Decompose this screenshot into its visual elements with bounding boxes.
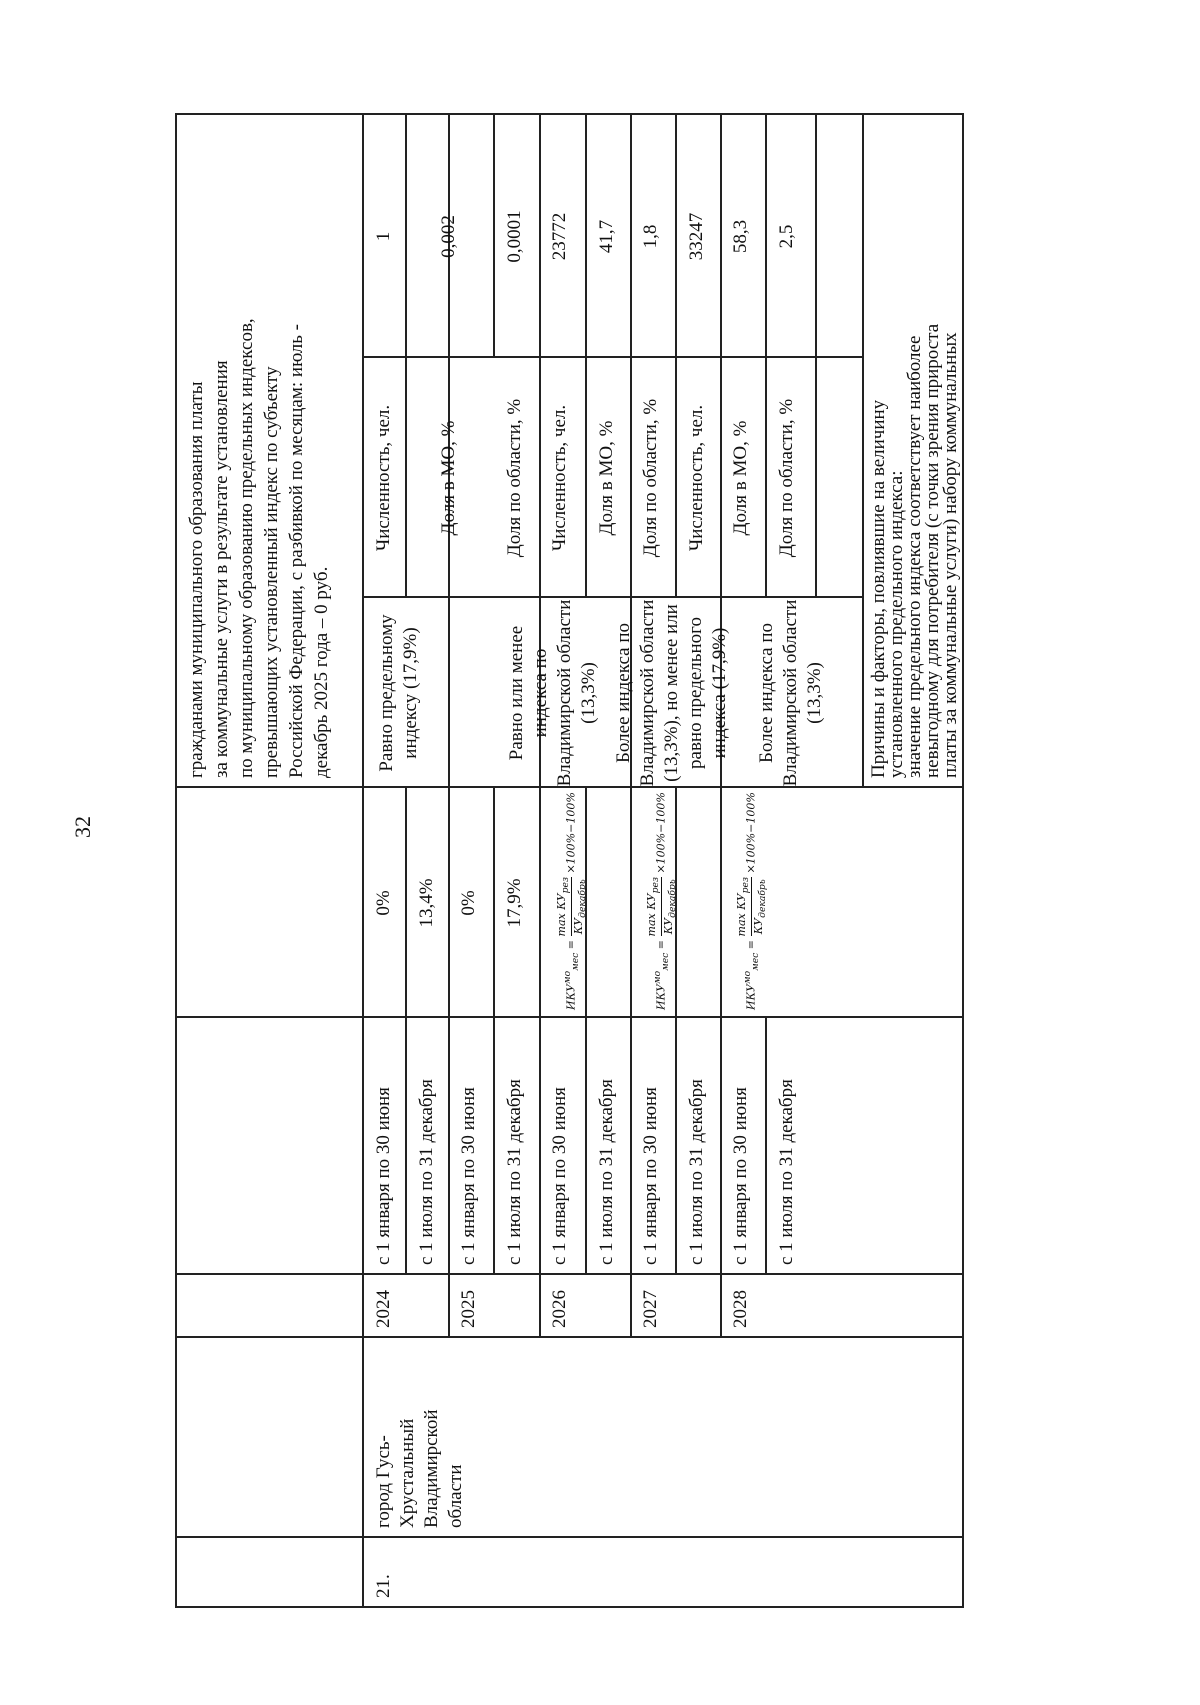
col-divider-3 [175,1274,963,1276]
header-line-1: гражданами муниципального образования платы [186,381,207,778]
group-1-line-2: индексу (17,9%) [400,627,421,759]
reasons-line-2: установленного предельного индекса: [886,470,907,778]
year-2026: 2026 [549,1290,570,1328]
header-line-4: превышающих установленный индекс по субъекту [261,366,282,778]
municipality-line-2: Хрустальный [397,1418,418,1528]
group-2-line-3: Владимирской области [554,599,575,787]
header-line-5: Российской Федерации, с разбивкой по месяцам: июль - [286,323,307,778]
rotated-table [175,113,965,1608]
period-8: с 1 июля по 31 декабря [686,1079,707,1265]
year-2024: 2024 [373,1290,394,1328]
index-value-4: 17,9% [504,878,525,928]
municipality-line-3: Владимирской [421,1409,442,1528]
group-divider-bottom [862,113,864,788]
metric-row-2 [493,113,495,358]
value-3: 0,0001 [504,210,525,263]
municipality-line-1: город Гусь- [373,1435,394,1528]
formula-num: max КУ [645,893,658,937]
formula-tail: ×100%−100% [564,792,578,874]
metric-count-1: Численность, чел. [373,404,394,552]
value-9: 2,5 [776,224,797,249]
period-1: с 1 января по 30 июня [373,1087,394,1265]
formula-lhs: ИКУ [654,983,668,1010]
group-3-line-4: равно предельного [685,617,706,769]
index-value-2: 13,4% [416,878,437,928]
period-7: с 1 января по 30 июня [640,1087,661,1265]
formula-num: max КУ [555,893,568,937]
formula-sup: мо [652,970,664,984]
value-5: 41,7 [596,219,617,254]
formula-den-sub: декабрь [667,879,679,918]
metric-share-mo-2: Доля в МО, % [596,420,617,536]
half-row-2 [493,788,495,1275]
formula-den: КУ [752,917,766,935]
period-2: с 1 июля по 31 декабря [416,1079,437,1265]
half-row-1 [405,788,407,1275]
year-2028: 2028 [730,1290,751,1328]
header-line-2: за коммунальные услуги в результате установления [211,360,232,778]
formula-sup: мо [562,970,574,984]
value-7: 33247 [686,212,707,261]
group-1-line-1: Равно предельному [376,614,397,772]
index-value-1: 0% [373,890,394,916]
col-divider-4 [175,1017,963,1019]
formula-den-sub: декабрь [757,879,769,918]
group-3-line-5: индекса (17,9%) [709,627,730,759]
period-6: с 1 июля по 31 декабря [596,1079,617,1265]
page-number: 32 [70,816,95,838]
group-4-line-2: Владимирской области [780,599,801,787]
formula-sub-lhs: мес [749,952,761,971]
table-border-left [175,1607,963,1609]
index-value-3: 0% [458,890,479,916]
formula-num-sub: рез [740,877,752,894]
group-2-line-2: индекса по [530,648,551,738]
row-divider-main [362,113,364,1608]
formula-den: КУ [572,917,586,935]
period-5: с 1 января по 30 июня [549,1087,570,1265]
half-row-5 [765,1018,767,1275]
formula-num-sub: рез [560,877,572,894]
index-formula-2028: $ИКУ^{мо}_{мес}$ = $\max КУ_{рез}$ $КУ_{декабрь}$ ×100%−100% [735,792,769,1010]
value-4: 23772 [549,212,570,261]
year-2025: 2025 [458,1290,479,1328]
reasons-line-4: невыгодному для потребителя (с точки зрения прироста [922,323,943,778]
period-10: с 1 июля по 31 декабря [776,1079,797,1265]
metric-row-3 [585,113,587,598]
table-border-top [175,113,177,1608]
formula-sub-lhs: мес [569,952,581,971]
reasons-line-3: значение предельного индекса соответствует наиболее [904,335,925,778]
metric-row-6 [815,113,817,598]
metric-row-4 [675,113,677,598]
metric-row-5 [765,113,767,598]
row-number: 21. [373,1574,394,1598]
col-divider-1 [175,1537,963,1539]
metric-share-region-2: Доля по области, % [640,398,661,558]
municipality-line-4: области [445,1464,466,1528]
group-3-line-2: Владимирской области [637,599,658,787]
group-3-line-1: Более индекса по [613,623,634,763]
formula-sup: мо [742,970,754,984]
col-divider-2 [175,1337,963,1339]
formula-tail: ×100%−100% [654,792,668,874]
formula-lhs: ИКУ [744,983,758,1010]
formula-den-sub: декабрь [577,879,589,918]
formula-lhs: ИКУ [564,983,578,1010]
formula-sub-lhs: мес [659,952,671,971]
value-6: 1,8 [640,224,661,249]
formula-num: max КУ [735,893,748,937]
metric-share-region-1: Доля по области, % [504,398,525,558]
value-2: 0,002 [438,215,459,258]
formula-den: КУ [662,917,676,935]
metric-row-1 [405,113,407,598]
period-9: с 1 января по 30 июня [730,1087,751,1265]
metric-count-2: Численность, чел. [549,404,570,552]
group-4-line-3: (13,3%) [804,662,825,724]
group-2-line-4: (13,3%) [578,662,599,724]
formula-num-sub: рез [650,877,662,894]
year-2027: 2027 [640,1290,661,1328]
header-line-6: декабрь 2025 года – 0 руб. [311,566,332,778]
value-1: 1 [373,231,394,242]
metric-share-mo-3: Доля в МО, % [730,420,751,536]
header-line-3: по муниципальному образованию предельных индексов, [236,318,257,778]
value-8: 58,3 [730,219,751,254]
index-formula-2027: $ИКУ^{мо}_{мес}$ = $\max КУ_{рез}$ $КУ_{декабрь}$ ×100%−100% [645,792,679,1010]
reasons-line-1: Причины и факторы, повлиявшие на величину [868,399,889,778]
group-3-line-3: (13,3%), но менее или [661,604,682,782]
group-4-line-1: Более индекса по [756,623,777,763]
metric-share-mo-1: Доля в МО, % [438,420,459,536]
metric-share-region-3: Доля по области, % [776,398,797,558]
period-3: с 1 января по 30 июня [458,1087,479,1265]
group-2-line-1: Равно или менее [506,625,527,761]
period-4: с 1 июля по 31 декабря [504,1079,525,1265]
reasons-line-5: платы за коммунальные услуги) набору коммунальных [940,332,961,778]
metric-count-3: Численность, чел. [686,404,707,552]
formula-tail: ×100%−100% [744,792,758,874]
index-formula-2026: $ИКУ^{мо}_{мес}$ = $\max КУ_{рез}$ $КУ_{декабрь}$ ×100%−100% [555,792,589,1010]
